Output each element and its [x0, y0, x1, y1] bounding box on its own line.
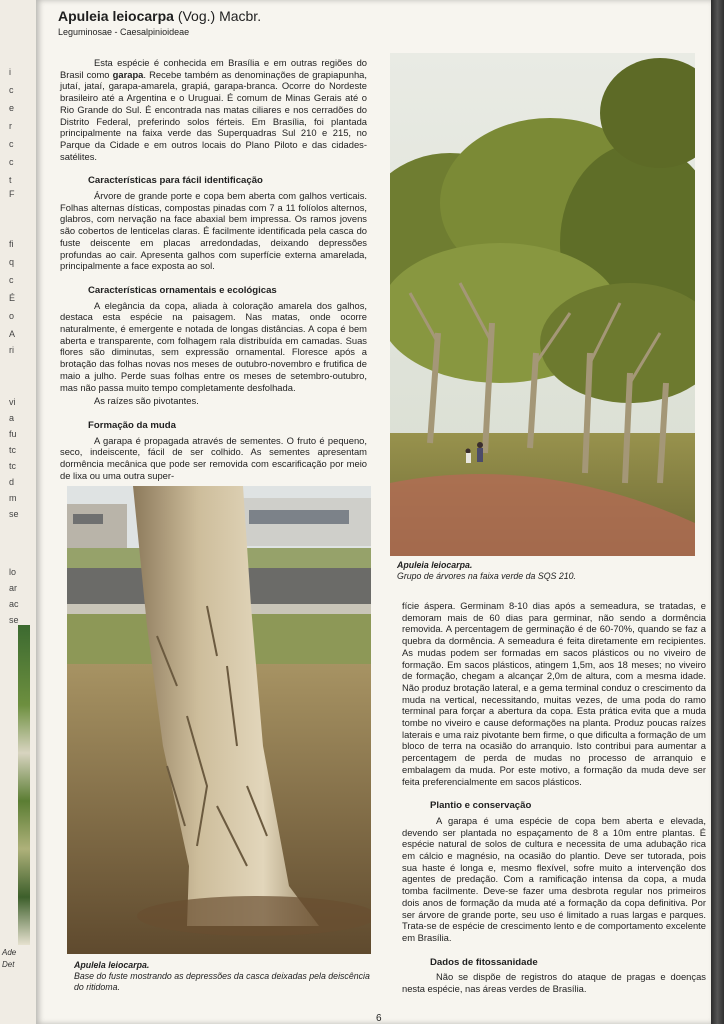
previous-page-text-fragment: vi — [9, 397, 16, 407]
previous-page-caption-fragment: Ade — [2, 948, 17, 957]
caption-species: Apulela leiocarpa. — [74, 960, 150, 970]
previous-page-text-fragment: m — [9, 493, 17, 503]
caption-trunk-photo — [74, 960, 374, 993]
photo-trunk-base — [67, 486, 371, 954]
tree-group-photo-illustration — [390, 53, 695, 556]
previous-page-text-fragment: o — [9, 311, 15, 321]
previous-page-text-fragment: ac — [9, 599, 19, 609]
seedling-paragraph-continued: fície áspera. Germinam 8-10 dias após a semeadura, se tratadas, e demoram mais de 60 dias para germinar, não sendo a dormência removida. A percentagem de germinação é de 60-70%, quando se faz a quebra da dormência. A semeadura é feita diretamente em recipientes. As mudas podem ser formadas em sacos plásticos ou no viveiro de formação. Em sacos plásticos, atingem 1,5m, aos 18 meses; no viveiro de formação, chegam a alcançar 2,0m de altura, com a mesma idade. Não produz brotação lateral, e a gema terminal conduz o crescimento da muda na vertical, necessitando, muitas vezes, de uma poda do ramo terminal para forçar a abertura da copa. Esta prática evita que a muda tombe no viveiro e cause deformações na planta. Produz poucas raízes laterais e uma raiz pivotante bem firme, o que dificulta a formação de um bloco de terra na ocasião do arranquio. Isto contribui para aumentar a percentagem de perda de mudas no processo de arranquio e embalagem da muda. Por este motivo, a formação da muda deve ser feita preferencialmente em sacos plásticos. — [402, 600, 706, 787]
book-page — [36, 0, 711, 1024]
section-heading-seedling: Formação da muda — [88, 419, 176, 431]
previous-page-text-fragment: q — [9, 257, 15, 267]
previous-page-text-fragment: tc — [9, 445, 17, 455]
previous-page-text-fragment: t — [9, 175, 12, 185]
previous-page-text-fragment: É — [9, 293, 16, 303]
intro-paragraph: Esta espécie é conhecida em Brasília e em outras regiões do Brasil como garapa. Recebe também as denominações de grapiapunha, jutaí, jataí, garapa-amarela, grapiá, garapa-branca. Ocorre do Nordeste brasileiro até a Argentina e o Uruguai. É comum de Minas Gerais até o Rio Grande do Sul. É encontrada nas matas ciliares e nos cerradões do Distrito Federal, preferindo solos férteis. Em Brasília, foi plantada principalmente na faixa verde das Superquadras Sul 210 e 215, no Parque da Cidade e em outros locais do Plano Piloto e das cidades-satélites. — [60, 57, 367, 162]
previous-page-text-fragment: c — [9, 85, 14, 95]
text-column-left — [60, 57, 367, 484]
identification-paragraph: Árvore de grande porte e copa bem aberta com galhos verticais. Folhas alternas dísticas, compostas pinadas com 7 a 11 folíolos alternos, glabros, com nervação na face abaxial bem impressa. Os ramos jovens são cobertos de lenticelas claras. É facilmente identificada pela casca do fuste deiscente em placas arredondadas, deixando depressões profundas ao cair. Apresenta galhos com superfície externa amarelada, principalmente a face exposta ao sol. — [60, 190, 367, 272]
previous-page-text-fragment: se — [9, 615, 19, 625]
previous-page-photo-strip — [18, 625, 30, 945]
previous-page-text-fragment: c — [9, 275, 14, 285]
species-name: Apuleia leiocarpa — [58, 8, 174, 24]
common-name: garapa — [112, 68, 144, 80]
caption-text: Grupo de árvores na faixa verde da SQS 210. — [397, 571, 576, 581]
planting-paragraph: A garapa é uma espécie de copa bem aberta e elevada, devendo ser plantada no espaçamento de 8 a 10m entre plantas. É espécie natural de solos de cultura e necessita de uma adubação rica em cálcio e magnésio, na ocasião do plantio. Deve ser tutorada, pois sua haste é longa e, mesmo flexível, sofre muito a intervenção dos agentes de predação. Com a ramificação intensa da copa, a muda tomba facilmente. Deve-se fazer uma desbrota regular nos primeiros dois anos de formação da muda até a formação da copa definitiva. Por ser árvore de grande porte, seu uso é limitado a ruas largas e parques. Trata-se de espécie de crescimento lento e de comportamento excelente em Brasília. — [402, 814, 706, 943]
previous-page-text-fragment: ri — [9, 345, 14, 355]
page-title — [58, 8, 261, 24]
previous-page-text-fragment: d — [9, 477, 15, 487]
previous-page-text-fragment: fi — [9, 239, 14, 249]
previous-page-text-fragment: c — [9, 139, 14, 149]
previous-page-text-fragment: tc — [9, 461, 17, 471]
botanical-family: Leguminosae - Caesalpinioideae — [58, 27, 190, 37]
next-page-edge — [711, 0, 724, 1024]
previous-page-text-fragment: A — [9, 329, 16, 339]
previous-page-text-fragment: a — [9, 413, 15, 423]
previous-page-text-fragment: i — [9, 67, 11, 77]
previous-page-edge — [0, 0, 36, 1024]
previous-page-text-fragment: r — [9, 121, 12, 131]
caption-text: Base do fuste mostrando as depressões da casca deixadas pela deiscência do ritidoma. — [74, 971, 370, 992]
phytosanity-paragraph: Não se dispõe de registros do ataque de pragas e doenças nesta espécie, nas áreas verdes de Brasília. — [402, 971, 706, 995]
previous-page-caption-fragment: Det — [2, 960, 15, 969]
previous-page-text-fragment: ar — [9, 583, 18, 593]
section-heading-ornamental: Características ornamentais e ecológicas — [88, 284, 277, 296]
ornamental-paragraph: A elegância da copa, aliada à coloração amarela dos galhos, destaca esta espécie na paisagem. Nas matas, onde ocorre naturalmente, é emergente e notada de longas distâncias. A copa é bem aberta e transparente, com folhagem rala distribuída em camadas. Suas flores são diminutas, sem expressão ornamental. Floresce após a brotação das folhas novas nos meses de outubro-novembro e frutifica de maio a julho. Perde suas folhas entre os meses de setembro-outubro, mas não passa muito tempo completamente desfolhada. — [60, 299, 367, 393]
previous-page-text-fragment: e — [9, 103, 15, 113]
section-heading-phytosanity: Dados de fitossanidade — [430, 956, 538, 968]
previous-page-text-fragment: F — [9, 189, 15, 199]
previous-page-text-fragment: fu — [9, 429, 17, 439]
previous-page-text-fragment: c — [9, 157, 14, 167]
seedling-paragraph-start: A garapa é propagada através de sementes. O fruto é pequeno, seco, indeiscente, fácil de ser colhido. As sementes apresentam dormência mecânica que pode ser removida com escarificação por meio de lixa ou uma outra super- — [60, 434, 367, 481]
previous-page-text-fragment: lo — [9, 567, 17, 577]
caption-tree-group-photo — [397, 560, 697, 582]
roots-paragraph: As raízes são pivotantes. — [94, 395, 199, 407]
species-author: (Vog.) Macbr. — [177, 8, 262, 24]
page-number: 6 — [376, 1013, 382, 1024]
photo-tree-group — [390, 53, 695, 556]
section-heading-planting: Plantio e conservação — [430, 800, 532, 812]
caption-species: Apuleia leiocarpa. — [397, 560, 473, 570]
section-heading-identification: Características para fácil identificação — [88, 175, 263, 187]
previous-page-text-fragment: se — [9, 509, 19, 519]
text-column-right — [402, 600, 706, 997]
trunk-photo-illustration — [67, 486, 371, 954]
